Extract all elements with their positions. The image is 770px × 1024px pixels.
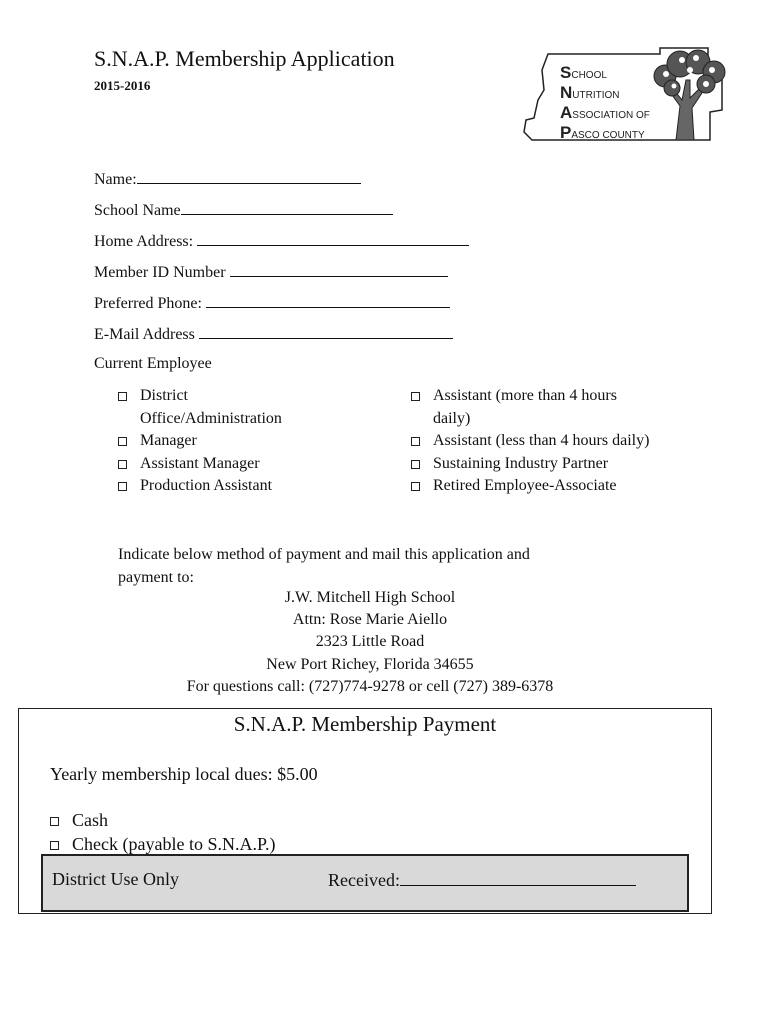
home-address-label: Home Address: <box>94 233 194 250</box>
employee-option[interactable]: Retired Employee-Associate <box>411 475 651 498</box>
logo-text <box>560 62 650 146</box>
logo-line: NUTRITION <box>560 83 620 102</box>
received-label: Received: <box>328 870 400 890</box>
address-school: J.W. Mitchell High School <box>284 589 456 606</box>
home-address-field[interactable] <box>94 231 469 251</box>
logo-line: SCHOOL <box>560 63 607 82</box>
phone-input-line[interactable] <box>206 293 450 308</box>
questions-contact: For questions call: (727)774-9278 or cell (727) 389-6378 <box>186 678 554 695</box>
dues-amount: Yearly membership local dues: $5.00 <box>50 764 318 784</box>
employee-options-left <box>118 385 318 498</box>
home-address-input-line[interactable] <box>197 231 469 246</box>
name-input-line[interactable] <box>137 169 361 184</box>
employee-option[interactable]: Manager <box>118 430 318 453</box>
payment-title: S.N.A.P. Membership Payment <box>233 712 497 736</box>
payment-options <box>50 808 275 856</box>
employee-option[interactable]: District Office/Administration <box>118 385 318 430</box>
school-name-label: School Name <box>94 202 181 219</box>
employee-option[interactable]: Assistant (more than 4 hours daily) <box>411 385 651 430</box>
address-attn: Attn: Rose Marie Aiello <box>292 611 448 628</box>
address-city: New Port Richey, Florida 34655 <box>266 656 474 673</box>
employee-option[interactable]: Assistant (less than 4 hours daily) <box>411 430 651 453</box>
checkbox[interactable] <box>118 460 127 469</box>
checkbox[interactable] <box>50 841 59 850</box>
school-name-field[interactable] <box>94 200 393 220</box>
checkbox[interactable] <box>411 482 420 491</box>
payment-option-check[interactable]: Check (payable to S.N.A.P.) <box>50 832 275 856</box>
payment-option-cash[interactable]: Cash <box>50 808 275 832</box>
phone-label: Preferred Phone: <box>94 295 202 312</box>
received-input-line[interactable] <box>400 869 636 886</box>
payment-instructions: Indicate below method of payment and mail this application and payment to: <box>118 546 530 586</box>
member-id-field[interactable] <box>94 262 448 282</box>
checkbox[interactable] <box>50 817 59 826</box>
school-year: 2015-2016 <box>94 78 151 93</box>
employee-options-right <box>411 385 651 498</box>
employee-option[interactable]: Production Assistant <box>118 475 318 498</box>
district-use-label: District Use Only <box>52 869 179 889</box>
employee-option[interactable]: Sustaining Industry Partner <box>411 453 651 476</box>
page-title: S.N.A.P. Membership Application <box>94 46 395 71</box>
name-label: Name: <box>94 171 137 188</box>
checkbox[interactable] <box>411 460 420 469</box>
checkbox[interactable] <box>411 392 420 401</box>
email-field[interactable] <box>94 324 453 344</box>
checkbox[interactable] <box>118 392 127 401</box>
email-label: E-Mail Address <box>94 326 195 343</box>
name-field[interactable] <box>94 169 361 189</box>
school-name-input-line[interactable] <box>181 200 393 215</box>
checkbox[interactable] <box>118 482 127 491</box>
checkbox[interactable] <box>411 437 420 446</box>
email-input-line[interactable] <box>199 324 453 339</box>
employee-option[interactable]: Assistant Manager <box>118 453 318 476</box>
logo-line: PASCO COUNTY <box>560 123 645 142</box>
current-employee-label: Current Employee <box>94 355 212 372</box>
member-id-label: Member ID Number <box>94 264 226 281</box>
checkbox[interactable] <box>118 437 127 446</box>
phone-field[interactable] <box>94 293 450 313</box>
logo-line: ASSOCIATION OF <box>560 103 650 122</box>
received-field[interactable] <box>328 869 636 891</box>
snap-logo <box>520 40 735 148</box>
address-street: 2323 Little Road <box>315 633 425 650</box>
member-id-input-line[interactable] <box>230 262 448 277</box>
